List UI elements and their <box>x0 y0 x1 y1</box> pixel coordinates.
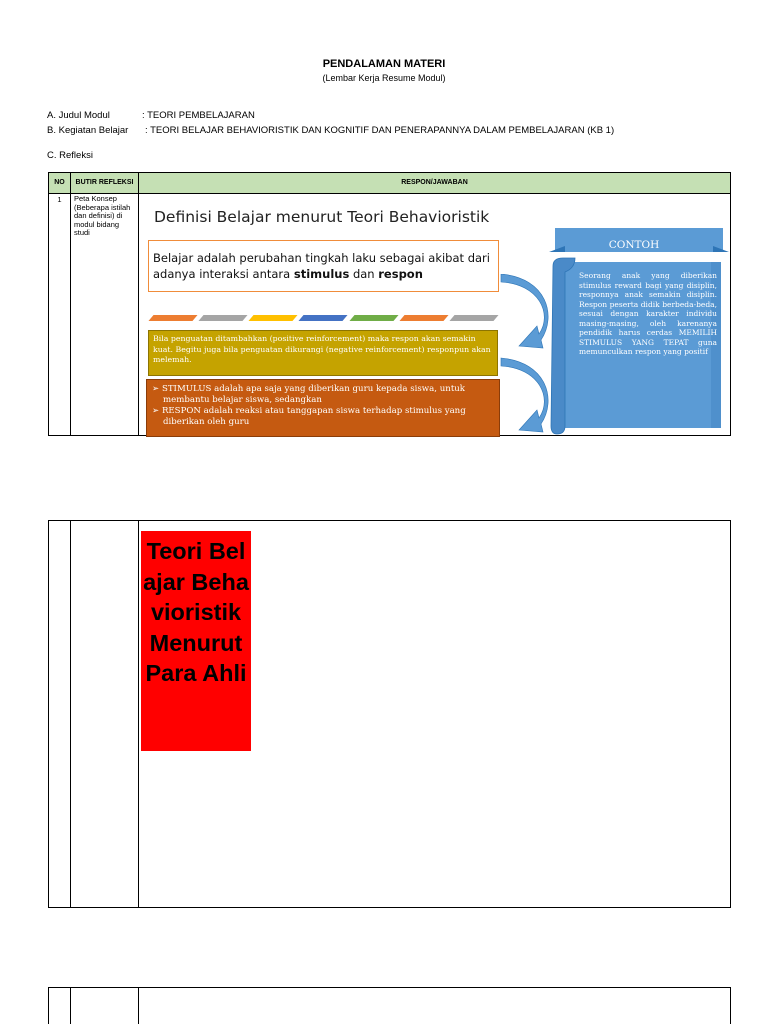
row-butir-empty <box>71 988 139 1024</box>
module-title-value: : TEORI PEMBELAJARAN <box>142 110 255 121</box>
learning-activity-row <box>47 125 614 136</box>
concept-diagram <box>139 194 729 436</box>
row-butir: Peta Konsep (Beberapa istilah dan definisi) di modul bidang studi <box>71 194 139 436</box>
header-no: NO <box>49 173 71 194</box>
stripe <box>399 315 448 321</box>
stripe <box>199 315 248 321</box>
stimulus-respon-box <box>146 379 500 437</box>
bullet-stimulus-text: STIMULUS adalah apa saja yang diberikan guru kepada siswa, untuk membantu belajar siswa, sedangkan <box>161 384 466 405</box>
definition-text-2: dan <box>349 267 379 281</box>
definition-respon: respon <box>378 267 423 281</box>
document-title: PENDALAMAN MATERI <box>322 58 446 70</box>
stripe <box>249 315 298 321</box>
row-butir-empty <box>71 521 139 908</box>
table-row <box>49 988 731 1024</box>
reflection-table <box>48 172 731 436</box>
bullet-glyph: ➢ <box>152 406 160 416</box>
table-row <box>49 194 731 436</box>
definition-text-1: Belajar adalah perubahan tingkah laku sebagai akibat dari adanya interaksi antara <box>153 251 490 281</box>
contoh-label: CONTOH <box>608 239 660 251</box>
row-response <box>139 194 731 436</box>
bullet-glyph: ➢ <box>152 384 160 394</box>
module-title-row <box>47 110 255 121</box>
stripe <box>299 315 348 321</box>
stripe <box>148 315 197 321</box>
definition-box <box>148 240 499 292</box>
curved-arrows <box>499 274 555 434</box>
learning-activity-value: : TEORI BELAJAR BEHAVIORISTIK DAN KOGNITIF DAN PENERAPANNYA DALAM PEMBELAJARAN (KB 1) <box>145 125 615 136</box>
red-title-box: Teori Belajar Behavioristik Menurut Para Ahli <box>141 531 251 751</box>
module-title-label: A. Judul Modul <box>47 110 110 121</box>
bullet-stimulus <box>152 384 494 406</box>
row-number-empty <box>49 988 71 1024</box>
stripe <box>449 315 498 321</box>
learning-activity-label: B. Kegiatan Belajar <box>47 125 129 136</box>
diagram-title: Definisi Belajar menurut Teori Behavioristik <box>154 208 490 226</box>
document-subtitle: (Lembar Kerja Resume Modul) <box>322 73 446 83</box>
header-butir: BUTIR REFLEKSI <box>71 173 139 194</box>
row-response-empty <box>139 988 731 1024</box>
reinforcement-box: Bila penguatan ditambahkan (positive reinforcement) maka respon akan semakin kuat. Begitu juga bila penguatan dikurangi (negative reinforcement) responpun akan melemah. <box>148 330 498 376</box>
stripe-bar-bottom <box>148 315 499 321</box>
stripe <box>349 315 398 321</box>
table-header-row <box>49 173 731 194</box>
row-number-empty <box>49 521 71 908</box>
reflection-table-next <box>48 987 731 1024</box>
row-number: 1 <box>49 194 71 436</box>
contoh-text: Seorang anak yang diberikan stimulus reward bagi yang disiplin, responnya anak semakin disiplin. Respon peserta didik berbeda-beda, sesuai dengan karakter individu masing-masing, oleh karenanya pendidik harus cerdas MEMILIH STIMULUS YANG TEPAT guna memunculkan respon yang positif <box>579 271 717 356</box>
definition-stimulus: stimulus <box>293 267 350 281</box>
curved-arrow-1 <box>501 274 548 348</box>
header-respon: RESPON/JAWABAN <box>139 173 731 194</box>
bullet-respon-text: RESPON adalah reaksi atau tanggapan siswa terhadap stimulus yang diberikan oleh guru <box>161 406 466 427</box>
bullet-respon <box>152 406 494 428</box>
curved-arrow-2 <box>501 358 548 432</box>
reflection-label: C. Refleksi <box>47 150 93 161</box>
